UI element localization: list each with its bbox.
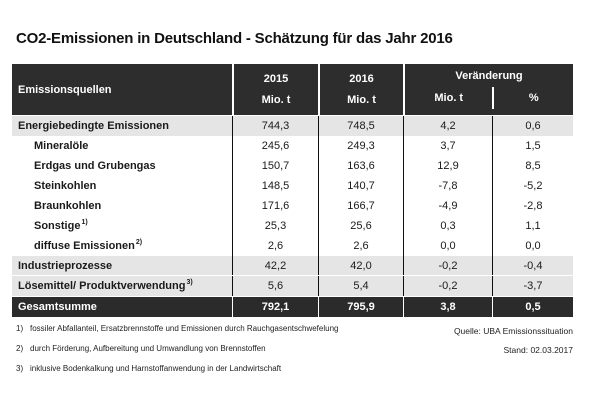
unit-miot-label: Mio. t xyxy=(347,94,376,106)
total-percent: 0,5 xyxy=(492,297,573,317)
value-percent: 0,0 xyxy=(492,236,573,256)
footnote-1 xyxy=(16,324,338,344)
value-2015: 25,3 xyxy=(232,216,318,236)
change-label: Veränderung xyxy=(455,69,523,82)
value-percent: 0,6 xyxy=(492,116,573,136)
value-change: 3,7 xyxy=(403,136,492,156)
column-header-sources: Emissionsquellen xyxy=(18,83,112,96)
row-label: Sonstige 1) xyxy=(34,218,88,232)
total-change: 3,8 xyxy=(403,297,492,317)
row-label: Steinkohlen xyxy=(34,180,97,192)
value-change: -0,2 xyxy=(403,256,492,275)
value-2015: 148,5 xyxy=(232,176,318,196)
stand-text: Stand: 02.03.2017 xyxy=(503,345,573,355)
total-2015: 792,1 xyxy=(232,297,318,317)
value-2016: 2,6 xyxy=(318,236,403,256)
value-change: -4,9 xyxy=(403,196,492,216)
value-change: 0,3 xyxy=(403,216,492,236)
footnote-ref: 1) xyxy=(81,218,88,226)
column-header-2016 xyxy=(318,64,403,115)
table-row xyxy=(12,196,573,216)
unit-percent-label: % xyxy=(492,87,573,109)
value-2016: 249,3 xyxy=(318,136,403,156)
footnote-text: inklusive Bodenkalkung und Harnstoffanwendung in der Landwirtschaft xyxy=(30,364,282,373)
value-2015: 245,6 xyxy=(232,136,318,156)
table-row xyxy=(12,216,573,236)
table-row xyxy=(12,176,573,196)
value-2015: 171,6 xyxy=(232,196,318,216)
row-label: Industrieprozesse xyxy=(18,259,113,272)
row-label: Mineralöle xyxy=(34,140,89,152)
source-text: Quelle: UBA Emissionssituation xyxy=(453,326,573,336)
value-2016: 25,6 xyxy=(318,216,403,236)
value-percent: -3,7 xyxy=(492,276,573,296)
row-label: Energiebedingte Emissionen xyxy=(18,120,169,132)
column-header-change xyxy=(403,64,573,115)
row-label: diffuse Emissionen 2) xyxy=(34,238,143,252)
table-row xyxy=(12,156,573,176)
value-2015: 42,2 xyxy=(232,256,318,275)
footnote-ref: 3) xyxy=(186,278,193,286)
unit-miot-label: Mio. t xyxy=(434,92,464,105)
value-2016: 140,7 xyxy=(318,176,403,196)
table-row xyxy=(12,256,573,276)
table-row xyxy=(12,236,573,256)
year-2016-label: 2016 xyxy=(349,73,374,85)
row-label: Braunkohlen xyxy=(34,200,102,212)
footnote-2 xyxy=(16,344,338,364)
footnote-3 xyxy=(16,364,338,384)
value-percent: -2,8 xyxy=(492,196,573,216)
value-2016: 5,4 xyxy=(318,276,403,296)
value-2015: 150,7 xyxy=(232,156,318,176)
page-title: CO2-Emissionen in Deutschland - Schätzung für das Jahr 2016 xyxy=(16,30,453,47)
value-2015: 2,6 xyxy=(232,236,318,256)
change-subheaders xyxy=(405,87,573,109)
value-2016: 166,7 xyxy=(318,196,403,216)
total-2016: 795,9 xyxy=(318,297,403,317)
value-change: 0,0 xyxy=(403,236,492,256)
value-percent: -5,2 xyxy=(492,176,573,196)
emissions-table xyxy=(12,64,573,317)
footnote-text: fossiler Abfallanteil, Ersatzbrennstoffe und Emissionen durch Rauchgasentschwefelung xyxy=(30,324,339,333)
value-2015: 744,3 xyxy=(232,116,318,136)
table-row xyxy=(12,136,573,156)
table-row xyxy=(12,116,573,136)
footnotes xyxy=(16,324,338,384)
value-2016: 42,0 xyxy=(318,256,403,275)
value-2016: 748,5 xyxy=(318,116,403,136)
value-percent: 1,5 xyxy=(492,136,573,156)
value-change: 12,9 xyxy=(403,156,492,176)
unit-miot-label: Mio. t xyxy=(261,94,291,106)
value-change: -0,2 xyxy=(403,276,492,296)
footnote-marker: 1) xyxy=(16,324,24,333)
column-header-2015 xyxy=(232,64,318,115)
table-header-row xyxy=(12,64,573,116)
footnote-ref: 2) xyxy=(135,238,143,246)
value-percent: -0,4 xyxy=(492,256,573,275)
row-label: Lösemittel/ Produktverwendung 3) xyxy=(18,278,193,292)
row-label: Erdgas und Grubengas xyxy=(34,160,156,172)
value-change: -7,8 xyxy=(403,176,492,196)
value-2015: 5,6 xyxy=(232,276,318,296)
total-label: Gesamtsumme xyxy=(18,301,97,313)
value-percent: 1,1 xyxy=(492,216,573,236)
source-block xyxy=(454,322,573,360)
value-2016: 163,6 xyxy=(318,156,403,176)
year-2015-label: 2015 xyxy=(263,73,289,85)
value-percent: 8,5 xyxy=(492,156,573,176)
footnote-text: durch Förderung, Aufbereitung und Umwandlung von Brennstoffen xyxy=(30,344,266,353)
footnote-marker: 3) xyxy=(16,364,24,373)
value-change: 4,2 xyxy=(403,116,492,136)
table-total-row xyxy=(12,296,573,317)
table-row xyxy=(12,276,573,296)
footnote-marker: 2) xyxy=(16,344,24,353)
